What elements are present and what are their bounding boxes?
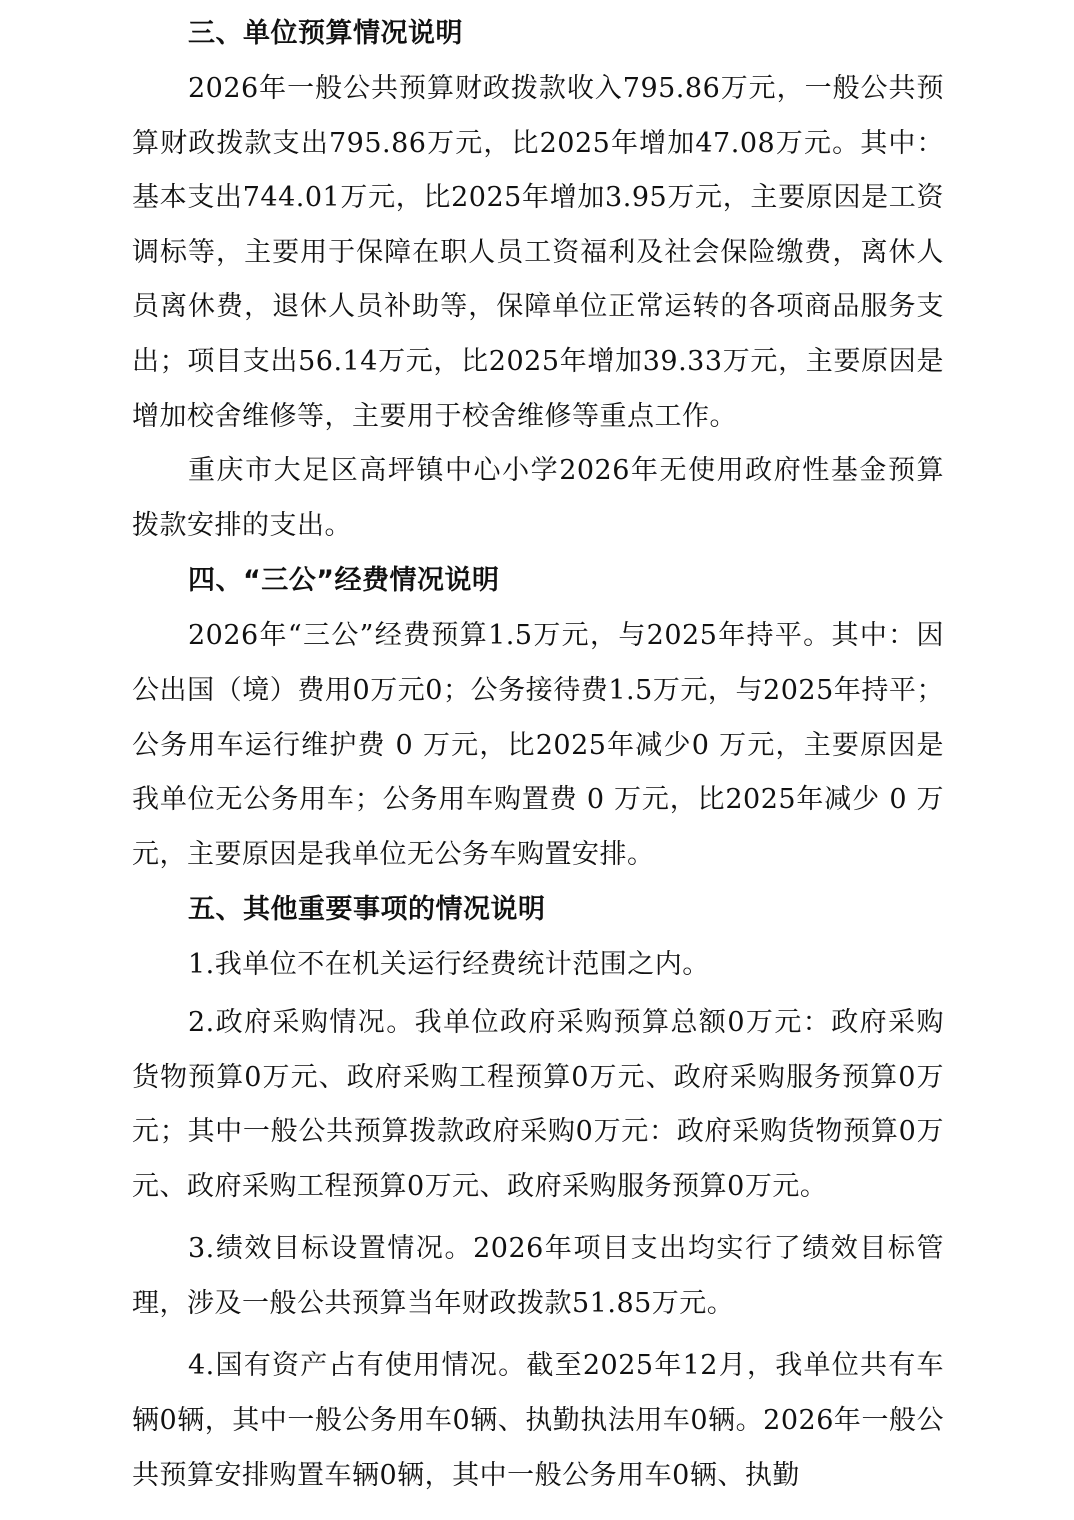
document-page bbox=[132, 6, 944, 1503]
section-heading-unit-budget: 三、单位预算情况说明 bbox=[188, 18, 463, 49]
section-heading-three-public-funds: 四、“三公”经费情况说明 bbox=[188, 565, 500, 597]
paragraph-general-budget: 2026年一般公共预算财政拨款收入795.86万元，一般公共预算财政拨款支出795.86万元，比2025年增加47.08万元。其中：基本支出744.01万元，比2025年增加3.95万元，主要原因是工资调标等，主要用于保障在职人员工资福利及社会保险缴费，离休人员离休费，退休人员补助等，保障单位正常运转的各项商品服务支出；项目支出56.14万元，比2025年增加39.33万元，主要原因是增加校舍维修等，主要用于校舍维修等重点工作。 bbox=[132, 73, 944, 432]
paragraph-three-public-funds: 2026年“三公”经费预算1.5万元，与2025年持平。其中：因公出国（境）费用0万元0；公务接待费1.5万元，与2025年持平；公务用车运行维护费 0 万元，比2025年减少0 万元，主要原因是我单位无公务用车；公务用车购置费 0 万元，比2025年减少 0 万元，主要原因是我单位无公务车购置安排。 bbox=[132, 620, 944, 870]
list-item-state-assets: 4.国有资产占有使用情况。截至2025年12月，我单位共有车辆0辆，其中一般公务用车0辆、执勤执法用车0辆。2026年一般公共预算安排购置车辆0辆，其中一般公务用车0辆、执勤 bbox=[132, 1350, 944, 1491]
list-item-performance-targets: 3.绩效目标设置情况。2026年项目支出均实行了绩效目标管理，涉及一般公共预算当年财政拨款51.85万元。 bbox=[132, 1233, 944, 1319]
list-item-government-procurement: 2.政府采购情况。我单位政府采购预算总额0万元：政府采购货物预算0万元、政府采购工程预算0万元、政府采购服务预算0万元；其中一般公共预算拨款政府采购0万元：政府采购货物预算0万元、政府采购工程预算0万元、政府采购服务预算0万元。 bbox=[132, 1006, 944, 1202]
paragraph-government-fund: 重庆市大足区高坪镇中心小学2026年无使用政府性基金预算拨款安排的支出。 bbox=[132, 455, 944, 541]
list-item-operating-expenses: 1.我单位不在机关运行经费统计范围之内。 bbox=[188, 949, 710, 981]
section-heading-other-matters: 五、其他重要事项的情况说明 bbox=[188, 894, 546, 926]
